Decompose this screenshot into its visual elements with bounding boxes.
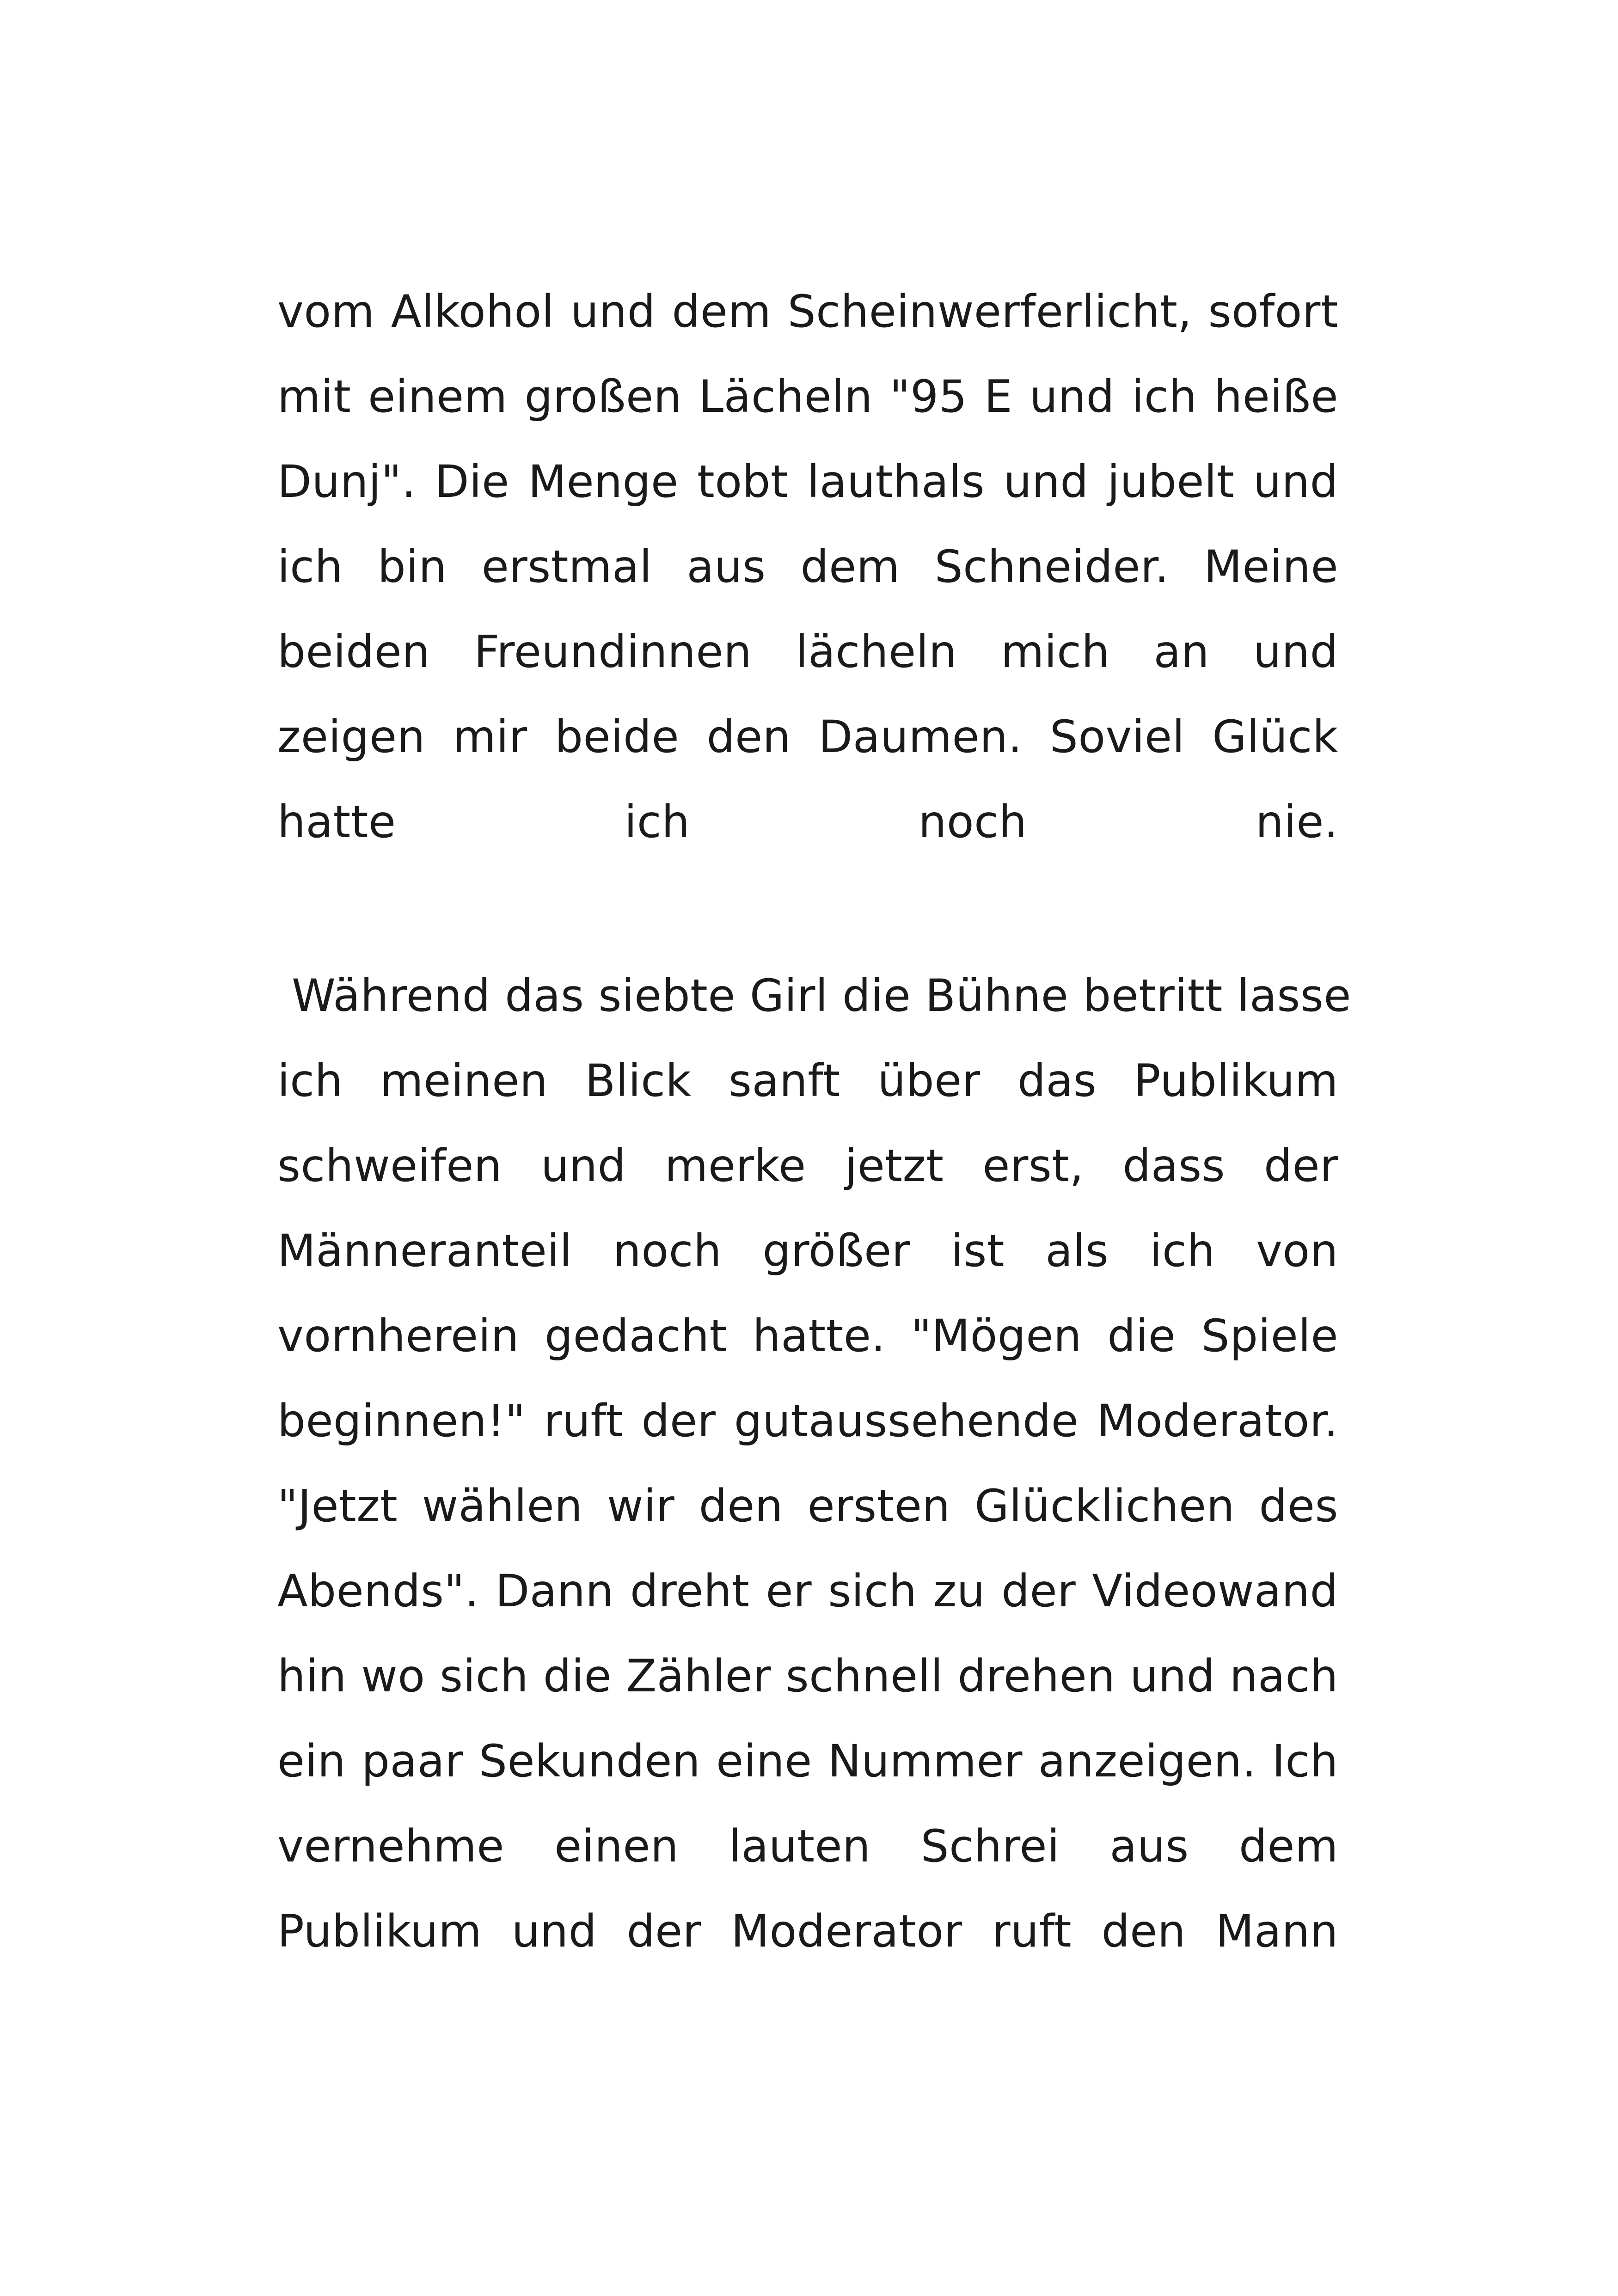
- paragraph-1: [277, 269, 1338, 864]
- text-line: Abends". Dann dreht er sich zu der Videowand: [277, 1565, 1338, 1617]
- text-line: "Jetzt wählen wir den ersten Glücklichen des: [277, 1480, 1338, 1532]
- text-line: beginnen!" ruft der gutaussehende Moderator.: [277, 1395, 1338, 1447]
- text-line: vornherein gedacht hatte. "Mögen die Spiele: [277, 1310, 1338, 1362]
- text-line: beiden Freundinnen lächeln mich an und: [277, 626, 1338, 678]
- text-line: Männeranteil noch größer ist als ich von: [277, 1225, 1338, 1277]
- text-line: mit einem großen Lächeln "95 E und ich heiße: [277, 371, 1338, 422]
- text-line: hin wo sich die Zähler schnell drehen und nach: [277, 1650, 1338, 1702]
- text-line: ein paar Sekunden eine Nummer anzeigen. Ich: [277, 1735, 1338, 1787]
- text-line: [277, 1974, 1338, 2059]
- text-line: Publikum und der Moderator ruft den Mann: [277, 1905, 1338, 1957]
- text-line: ich meinen Blick sanft über das Publikum: [277, 1055, 1338, 1107]
- text-line: zeigen mir beide den Daumen. Soviel Glück: [277, 711, 1338, 763]
- text-line: vom Alkohol und dem Scheinwerferlicht, sofort: [277, 286, 1338, 337]
- text-line: schweifen und merke jetzt erst, dass der: [277, 1140, 1338, 1192]
- text-line: vernehme einen lauten Schrei aus dem: [277, 1820, 1338, 1872]
- text-line: Dunj". Die Menge tobt lauthals und jubelt und: [277, 456, 1338, 508]
- text-line: ich bin erstmal aus dem Schneider. Meine: [277, 541, 1338, 593]
- text-line: hatte ich noch nie.: [277, 796, 1338, 848]
- paragraph-2: [277, 953, 1351, 2059]
- text-line: Während das siebte Girl die Bühne betritt lasse: [277, 970, 1351, 1022]
